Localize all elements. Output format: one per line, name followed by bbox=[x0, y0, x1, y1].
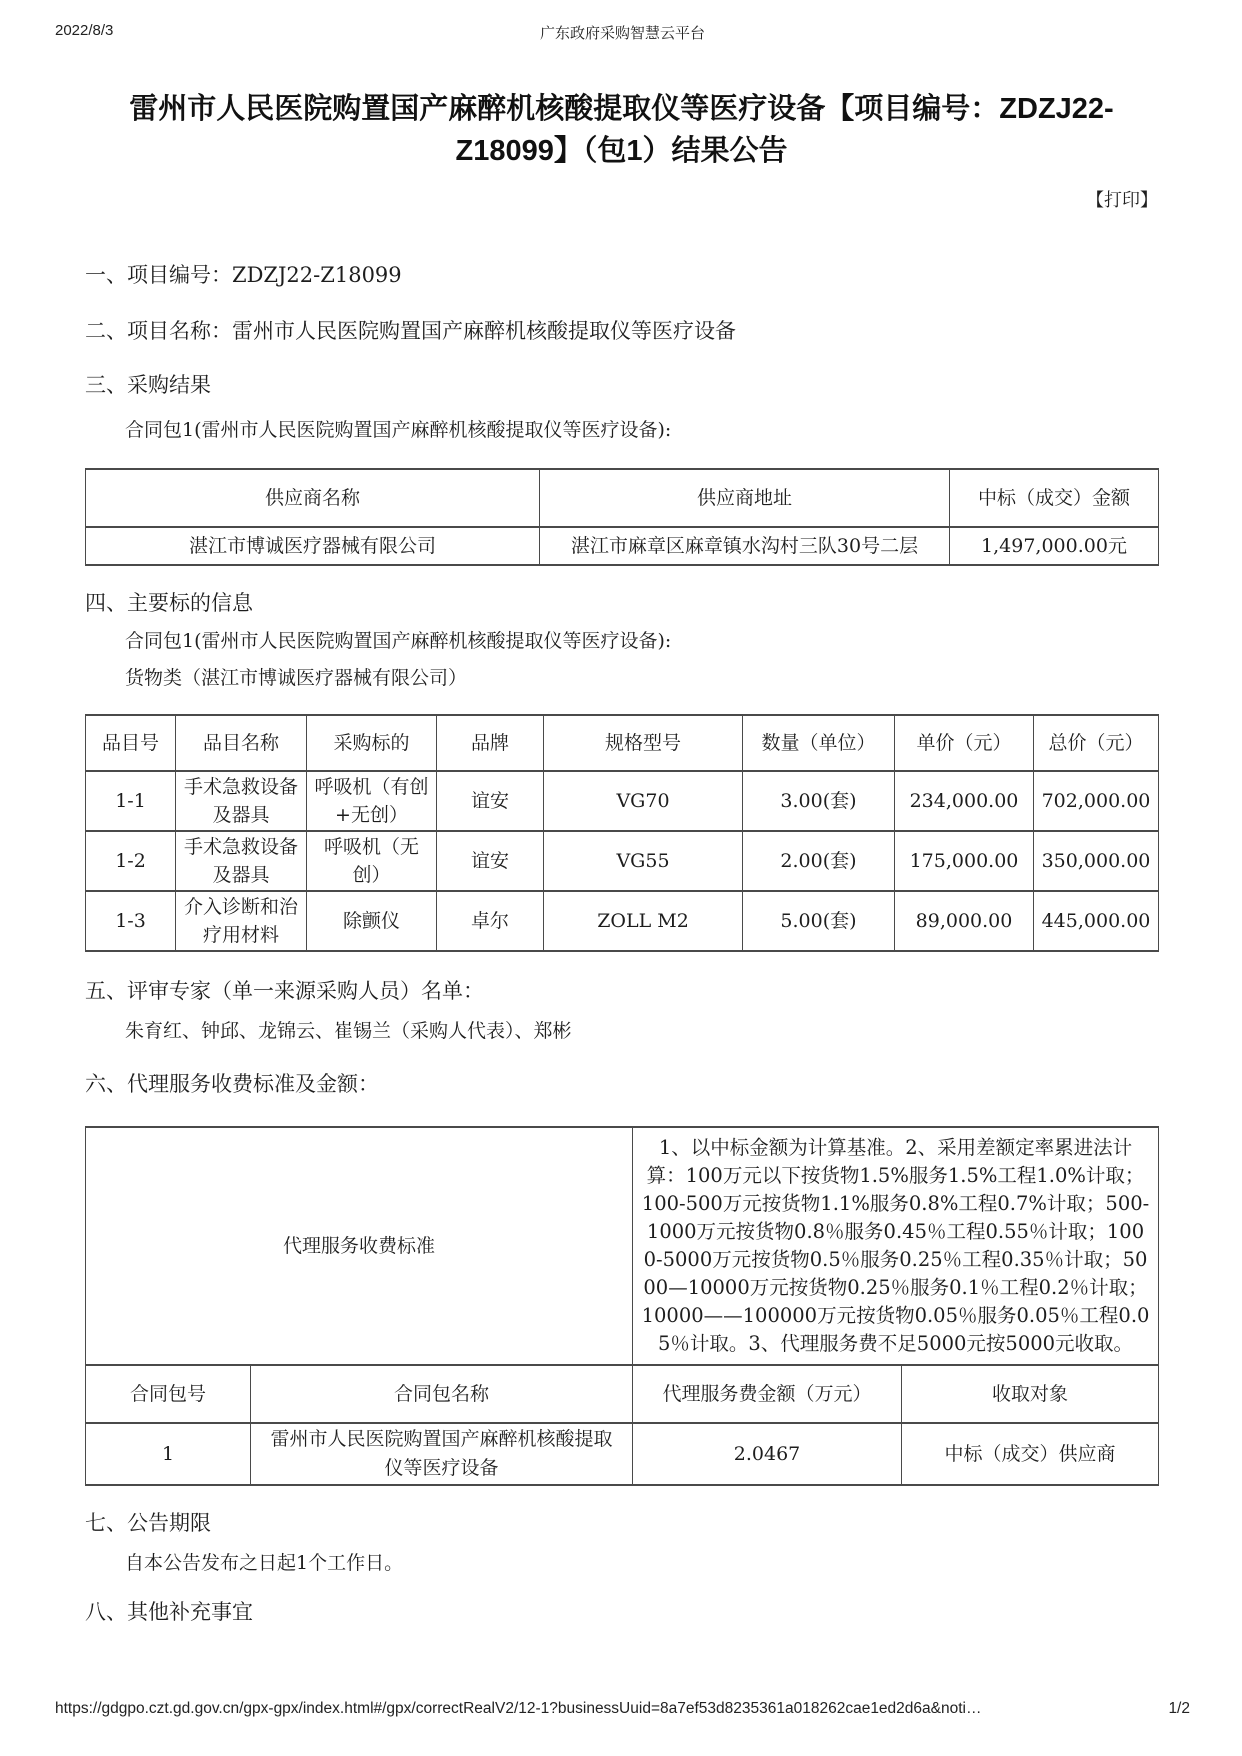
section-review-experts: 五、评审专家（单一来源采购人员）名单： bbox=[85, 979, 484, 1003]
section-main-subject-info: 四、主要标的信息 bbox=[85, 591, 253, 615]
cell-total-price: 350,000.00 bbox=[1034, 831, 1159, 891]
header-fee-amount: 代理服务费金额（万元） bbox=[633, 1365, 902, 1423]
section-announcement-period: 七、公告期限 bbox=[85, 1511, 211, 1535]
print-button-row bbox=[85, 186, 1158, 212]
cell-brand: 卓尔 bbox=[437, 891, 544, 951]
cell-item-name: 手术急救设备及器具 bbox=[176, 771, 307, 831]
section-other-matters: 八、其他补充事宜 bbox=[85, 1600, 253, 1624]
fee-standard-label: 代理服务收费标准 bbox=[86, 1127, 633, 1365]
print-date: 2022/8/3 bbox=[55, 22, 114, 39]
section-project-number: 一、项目编号：ZDZJ22-Z18099 bbox=[85, 263, 402, 287]
cell-unit-price: 175,000.00 bbox=[895, 831, 1034, 891]
header-item-name: 品目名称 bbox=[176, 715, 307, 771]
fee-standard-row bbox=[86, 1127, 1159, 1365]
header-spec-model: 规格型号 bbox=[544, 715, 743, 771]
print-footer bbox=[55, 1700, 1190, 1722]
cell-item-no: 1-3 bbox=[86, 891, 176, 951]
cell-supplier-address: 湛江市麻章区麻章镇水沟村三队30号二层 bbox=[540, 527, 950, 565]
items-table-row bbox=[86, 891, 1159, 951]
section-agency-fee: 六、代理服务收费标准及金额： bbox=[85, 1072, 379, 1096]
header-procurement-subject: 采购标的 bbox=[307, 715, 437, 771]
expert-names: 朱育红、钟邱、龙锦云、崔锡兰（采购人代表）、郑彬 bbox=[125, 1020, 572, 1042]
cell-brand: 谊安 bbox=[437, 831, 544, 891]
agency-fee-table bbox=[85, 1126, 1159, 1486]
cell-package-name: 雷州市人民医院购置国产麻醉机核酸提取仪等医疗设备 bbox=[251, 1423, 633, 1485]
cell-item-name: 手术急救设备及器具 bbox=[176, 831, 307, 891]
cell-quantity-unit: 2.00(套) bbox=[743, 831, 895, 891]
items-table-row bbox=[86, 771, 1159, 831]
subject-category-line: 货物类（湛江市博诚医疗器械有限公司） bbox=[125, 667, 468, 689]
cell-procurement-subject: 呼吸机（有创+无创） bbox=[307, 771, 437, 831]
page-title: 雷州市人民医院购置国产麻醉机核酸提取仪等医疗设备【项目编号：ZDZJ22-Z18099】（包1）结果公告 bbox=[129, 93, 1114, 167]
cell-spec-model: VG70 bbox=[544, 771, 743, 831]
header-item-no: 品目号 bbox=[86, 715, 176, 771]
cell-unit-price: 234,000.00 bbox=[895, 771, 1034, 831]
section-project-name: 二、项目名称：雷州市人民医院购置国产麻醉机核酸提取仪等医疗设备 bbox=[85, 319, 736, 343]
cell-brand: 谊安 bbox=[437, 771, 544, 831]
cell-fee-payer: 中标（成交）供应商 bbox=[902, 1423, 1159, 1485]
header-package-no: 合同包号 bbox=[86, 1365, 251, 1423]
cell-quantity-unit: 3.00(套) bbox=[743, 771, 895, 831]
header-supplier-name: 供应商名称 bbox=[86, 469, 540, 527]
cell-package-no: 1 bbox=[86, 1423, 251, 1485]
header-award-amount: 中标（成交）金额 bbox=[950, 469, 1159, 527]
cell-spec-model: VG55 bbox=[544, 831, 743, 891]
cell-total-price: 702,000.00 bbox=[1034, 771, 1159, 831]
site-title: 广东政府采购智慧云平台 bbox=[539, 25, 705, 42]
cell-unit-price: 89,000.00 bbox=[895, 891, 1034, 951]
footer-page-number: 1/2 bbox=[1168, 1700, 1190, 1717]
fee-table-row bbox=[86, 1423, 1159, 1485]
cell-procurement-subject: 除颤仪 bbox=[307, 891, 437, 951]
header-package-name: 合同包名称 bbox=[251, 1365, 633, 1423]
cell-procurement-subject: 呼吸机（无创） bbox=[307, 831, 437, 891]
cell-quantity-unit: 5.00(套) bbox=[743, 891, 895, 951]
print-button[interactable]: 【打印】 bbox=[1086, 190, 1158, 211]
cell-fee-amount: 2.0467 bbox=[633, 1423, 902, 1485]
header-brand: 品牌 bbox=[437, 715, 544, 771]
section-procurement-result: 三、采购结果 bbox=[85, 373, 211, 397]
fee-table-header-row bbox=[86, 1365, 1159, 1423]
items-table-header-row bbox=[86, 715, 1159, 771]
footer-url: https://gdgpo.czt.gd.gov.cn/gpx-gpx/index.html#/gpx/correctRealV2/12-1?businessUuid=8a7ef53d8235361a018262cae1ed2d6a&noti… bbox=[55, 1700, 982, 1717]
fee-standard-text: 1、以中标金额为计算基准。2、采用差额定率累进法计算：100万元以下按货物1.5%服务1.5%工程1.0%计取；100-500万元按货物1.1%服务0.8%工程0.7%计取；500-1000万元按货物0.8％服务0.45％工程0.55％计取；1000-5000万元按货物0.5％服务0.25％工程0.35％计取；5000—10000万元按货物0.25％服务0.1％工程0.2％计取；10000——100000万元按货物0.05％服务0.05％工程0.05％计取。3、代理服务费不足5000元按5000元收取。 bbox=[633, 1127, 1159, 1365]
result-table-row bbox=[86, 527, 1159, 565]
cell-total-price: 445,000.00 bbox=[1034, 891, 1159, 951]
header-quantity-unit: 数量（单位） bbox=[743, 715, 895, 771]
cell-spec-model: ZOLL M2 bbox=[544, 891, 743, 951]
cell-item-no: 1-2 bbox=[86, 831, 176, 891]
cell-item-no: 1-1 bbox=[86, 771, 176, 831]
cell-item-name: 介入诊断和治疗用材料 bbox=[176, 891, 307, 951]
items-table-row bbox=[86, 831, 1159, 891]
cell-supplier-name: 湛江市博诚医疗器械有限公司 bbox=[86, 527, 540, 565]
result-table-header-row bbox=[86, 469, 1159, 527]
header-unit-price: 单价（元） bbox=[895, 715, 1034, 771]
header-total-price: 总价（元） bbox=[1034, 715, 1159, 771]
result-table bbox=[85, 468, 1159, 566]
print-header bbox=[55, 22, 1190, 42]
subject-package-intro: 合同包1(雷州市人民医院购置国产麻醉机核酸提取仪等医疗设备): bbox=[125, 630, 672, 652]
cell-award-amount: 1,497,000.00元 bbox=[950, 527, 1159, 565]
items-table bbox=[85, 714, 1159, 952]
announcement-period-text: 自本公告发布之日起1个工作日。 bbox=[125, 1552, 404, 1574]
header-fee-payer: 收取对象 bbox=[902, 1365, 1159, 1423]
header-supplier-address: 供应商地址 bbox=[540, 469, 950, 527]
result-package-intro: 合同包1(雷州市人民医院购置国产麻醉机核酸提取仪等医疗设备): bbox=[125, 419, 672, 441]
